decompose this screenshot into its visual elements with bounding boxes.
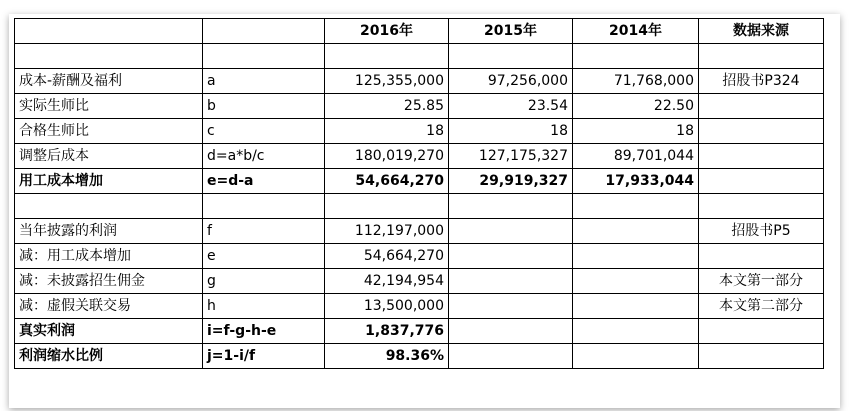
- empty-cell: [325, 44, 449, 69]
- value-2014: [573, 344, 699, 369]
- row-label: 真实利润: [15, 319, 203, 344]
- row-source: 本文第二部分: [699, 294, 824, 319]
- header-2016: 2016年: [325, 19, 449, 44]
- value-2015: [449, 319, 573, 344]
- header-row: [15, 19, 824, 44]
- value-2015: 23.54: [449, 94, 573, 119]
- table-row: [15, 219, 824, 244]
- row-source: [699, 144, 824, 169]
- empty-cell: [449, 194, 573, 219]
- table-row: [15, 69, 824, 94]
- value-2016: 125,355,000: [325, 69, 449, 94]
- row-source: [699, 94, 824, 119]
- empty-cell: [203, 44, 325, 69]
- table-row: [15, 319, 824, 344]
- value-2015: 97,256,000: [449, 69, 573, 94]
- value-2016: 54,664,270: [325, 244, 449, 269]
- row-label: 减：虚假关联交易: [15, 294, 203, 319]
- row-formula: c: [203, 119, 325, 144]
- row-label: 合格生师比: [15, 119, 203, 144]
- row-label: 减：未披露招生佣金: [15, 269, 203, 294]
- row-label: 调整后成本: [15, 144, 203, 169]
- table-row: [15, 169, 824, 194]
- header-blank-cell: [15, 19, 203, 44]
- empty-cell: [325, 194, 449, 219]
- value-2014: [573, 244, 699, 269]
- row-label: 实际生师比: [15, 94, 203, 119]
- value-2014: [573, 269, 699, 294]
- empty-cell: [699, 44, 824, 69]
- row-formula: f: [203, 219, 325, 244]
- row-source: [699, 319, 824, 344]
- row-formula: a: [203, 69, 325, 94]
- value-2015: [449, 219, 573, 244]
- row-label: 减：用工成本增加: [15, 244, 203, 269]
- table-row: [15, 94, 824, 119]
- empty-cell: [15, 44, 203, 69]
- empty-cell: [449, 44, 573, 69]
- row-source: [699, 119, 824, 144]
- value-2015: [449, 269, 573, 294]
- row-formula: j=1-i/f: [203, 344, 325, 369]
- row-source: 本文第一部分: [699, 269, 824, 294]
- row-formula: g: [203, 269, 325, 294]
- row-source: 招股书P5: [699, 219, 824, 244]
- value-2014: 71,768,000: [573, 69, 699, 94]
- value-2014: 18: [573, 119, 699, 144]
- empty-cell: [203, 194, 325, 219]
- row-source: 招股书P324: [699, 69, 824, 94]
- value-2016: 1,837,776: [325, 319, 449, 344]
- value-2014: 89,701,044: [573, 144, 699, 169]
- header-2015: 2015年: [449, 19, 573, 44]
- table-row: [15, 269, 824, 294]
- header-blank-cell: [203, 19, 325, 44]
- value-2016: 42,194,954: [325, 269, 449, 294]
- row-label: 利润缩水比例: [15, 344, 203, 369]
- value-2016: 180,019,270: [325, 144, 449, 169]
- value-2016: 112,197,000: [325, 219, 449, 244]
- table-row: [15, 294, 824, 319]
- value-2016: 54,664,270: [325, 169, 449, 194]
- spacer-row: [15, 194, 824, 219]
- value-2014: 22.50: [573, 94, 699, 119]
- empty-cell: [15, 194, 203, 219]
- row-label: 当年披露的利润: [15, 219, 203, 244]
- row-label: 成本-薪酬及福利: [15, 69, 203, 94]
- value-2015: [449, 244, 573, 269]
- value-2014: [573, 294, 699, 319]
- table-row: [15, 144, 824, 169]
- value-2015: 29,919,327: [449, 169, 573, 194]
- empty-cell: [699, 194, 824, 219]
- spacer-row: [15, 44, 824, 69]
- value-2016: 25.85: [325, 94, 449, 119]
- header-2014: 2014年: [573, 19, 699, 44]
- row-source: [699, 344, 824, 369]
- row-formula: i=f-g-h-e: [203, 319, 325, 344]
- row-source: [699, 169, 824, 194]
- value-2015: [449, 294, 573, 319]
- value-2014: 17,933,044: [573, 169, 699, 194]
- value-2014: [573, 219, 699, 244]
- table-row: [15, 244, 824, 269]
- value-2015: [449, 344, 573, 369]
- row-formula: d=a*b/c: [203, 144, 325, 169]
- table-row: [15, 119, 824, 144]
- table-row: [15, 344, 824, 369]
- empty-cell: [573, 194, 699, 219]
- row-source: [699, 244, 824, 269]
- value-2016: 18: [325, 119, 449, 144]
- row-formula: h: [203, 294, 325, 319]
- value-2014: [573, 319, 699, 344]
- value-2015: 127,175,327: [449, 144, 573, 169]
- value-2016: 13,500,000: [325, 294, 449, 319]
- row-formula: e: [203, 244, 325, 269]
- row-formula: b: [203, 94, 325, 119]
- header-source: 数据来源: [699, 19, 824, 44]
- row-label: 用工成本增加: [15, 169, 203, 194]
- row-formula: e=d-a: [203, 169, 325, 194]
- value-2015: 18: [449, 119, 573, 144]
- value-2016: 98.36%: [325, 344, 449, 369]
- profit-table: [14, 18, 824, 369]
- empty-cell: [573, 44, 699, 69]
